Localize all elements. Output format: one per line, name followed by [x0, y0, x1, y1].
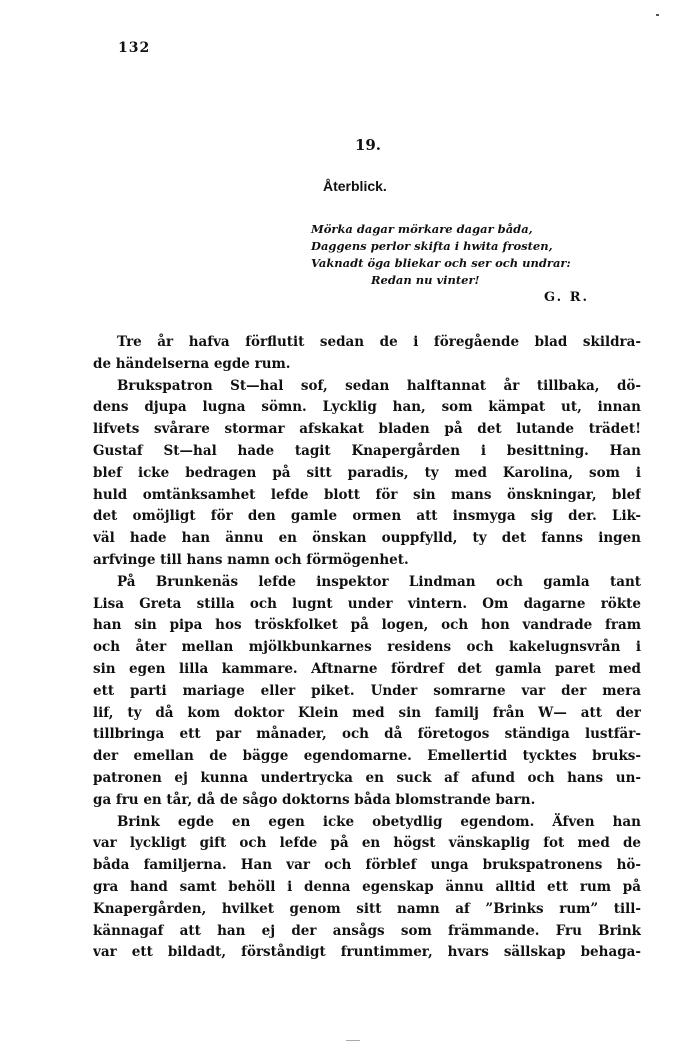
text-line: Knapergården, hvilket genom sitt namn af ”Brinks rum” till-: [93, 900, 641, 917]
scan-mark: [346, 1040, 360, 1041]
page-number: 132: [118, 40, 151, 56]
text-line: ett parti mariage eller piket. Under somrarne var der mera: [93, 682, 641, 699]
text-line: Brukspatron St—hal sof, sedan halftannat år tillbaka, dö-: [117, 377, 641, 394]
text-line: väl hade han ännu en önskan ouppfylld, ty det fanns ingen: [93, 530, 641, 547]
text-line: der emellan de bägge egendomarne. Emellertid tycktes bruks-: [93, 748, 641, 765]
body-text: [93, 332, 641, 964]
chapter-number: 19.: [354, 136, 382, 154]
text-line: Brink egde en egen icke obetydlig egendom. Äfven han: [117, 813, 641, 830]
text-line: huld omtänksamhet lefde blott för sin mans önskningar, blef: [93, 486, 641, 503]
text-line: lifvets svårare stormar afskakat bladen på det lutande trädet!: [93, 421, 641, 438]
text-line: ga fru en tår, då de sågo doktorns båda blomstrande barn.: [93, 791, 536, 808]
text-line: sin egen lilla kammare. Aftnarne fördref det gamla paret med: [93, 660, 641, 677]
text-line: var ett bildadt, förståndigt fruntimmer, hvars sällskap behaga-: [93, 944, 641, 961]
text-line: var lyckligt gift och lefde på en högst vänskaplig fot med de: [93, 835, 641, 852]
epigraph-line: Mörka dagar mörkare dagar båda,: [311, 222, 533, 236]
scan-mark: [656, 14, 659, 16]
text-line: det omöjligt för den gamle ormen att insmyga sig der. Lik-: [93, 508, 641, 525]
epigraph: [311, 221, 641, 289]
epigraph-line: Daggens perlor skifta i hwita frosten,: [311, 239, 553, 253]
text-line: patronen ej kunna undertrycka en suck af afund och hans un-: [93, 769, 641, 786]
text-line: Lisa Greta stilla och lugnt under vintern. Om dagarne rökte: [93, 595, 641, 612]
chapter-title: Återblick.: [323, 178, 387, 194]
epigraph-author: G. R.: [544, 290, 590, 305]
epigraph-line: Vaknadt öga bliekar och ser och undrar:: [311, 256, 571, 270]
text-line: de händelserna egde rum.: [93, 355, 291, 372]
text-line: Tre år hafva förflutit sedan de i föregående blad skildra-: [117, 334, 641, 350]
text-line: arfvinge till hans namn och förmögenhet.: [93, 551, 409, 568]
text-line: han sin pipa hos tröskfolket på logen, och hon vandrade fram: [93, 617, 641, 634]
text-line: Gustaf St—hal hade tagit Knapergården i besittning. Han: [93, 442, 641, 459]
epigraph-line: Redan nu vinter!: [371, 273, 480, 287]
text-line: tillbringa ett par månader, och då företogos ständiga lustfär-: [93, 726, 641, 743]
text-line: blef icke bedragen på sitt paradis, ty med Karolina, som i: [93, 464, 641, 481]
text-line: lif, ty då kom doktor Klein med sin familj från W— att der: [93, 704, 641, 721]
text-line: kännagaf att han ej der ansågs som främmande. Fru Brink: [93, 922, 641, 939]
text-line: dens djupa lugna sömn. Lycklig han, som kämpat ut, innan: [93, 399, 641, 416]
text-line: gra hand samt behöll i denna egenskap ännu alltid ett rum på: [93, 878, 641, 895]
text-line: båda familjerna. Han var och förblef unga brukspatronens hö-: [93, 857, 641, 874]
text-line: På Brunkenäs lefde inspektor Lindman och gamla tant: [117, 573, 641, 590]
text-line: och åter mellan mjölkbunkarnes residens och kakelugnsvrån i: [93, 639, 641, 656]
